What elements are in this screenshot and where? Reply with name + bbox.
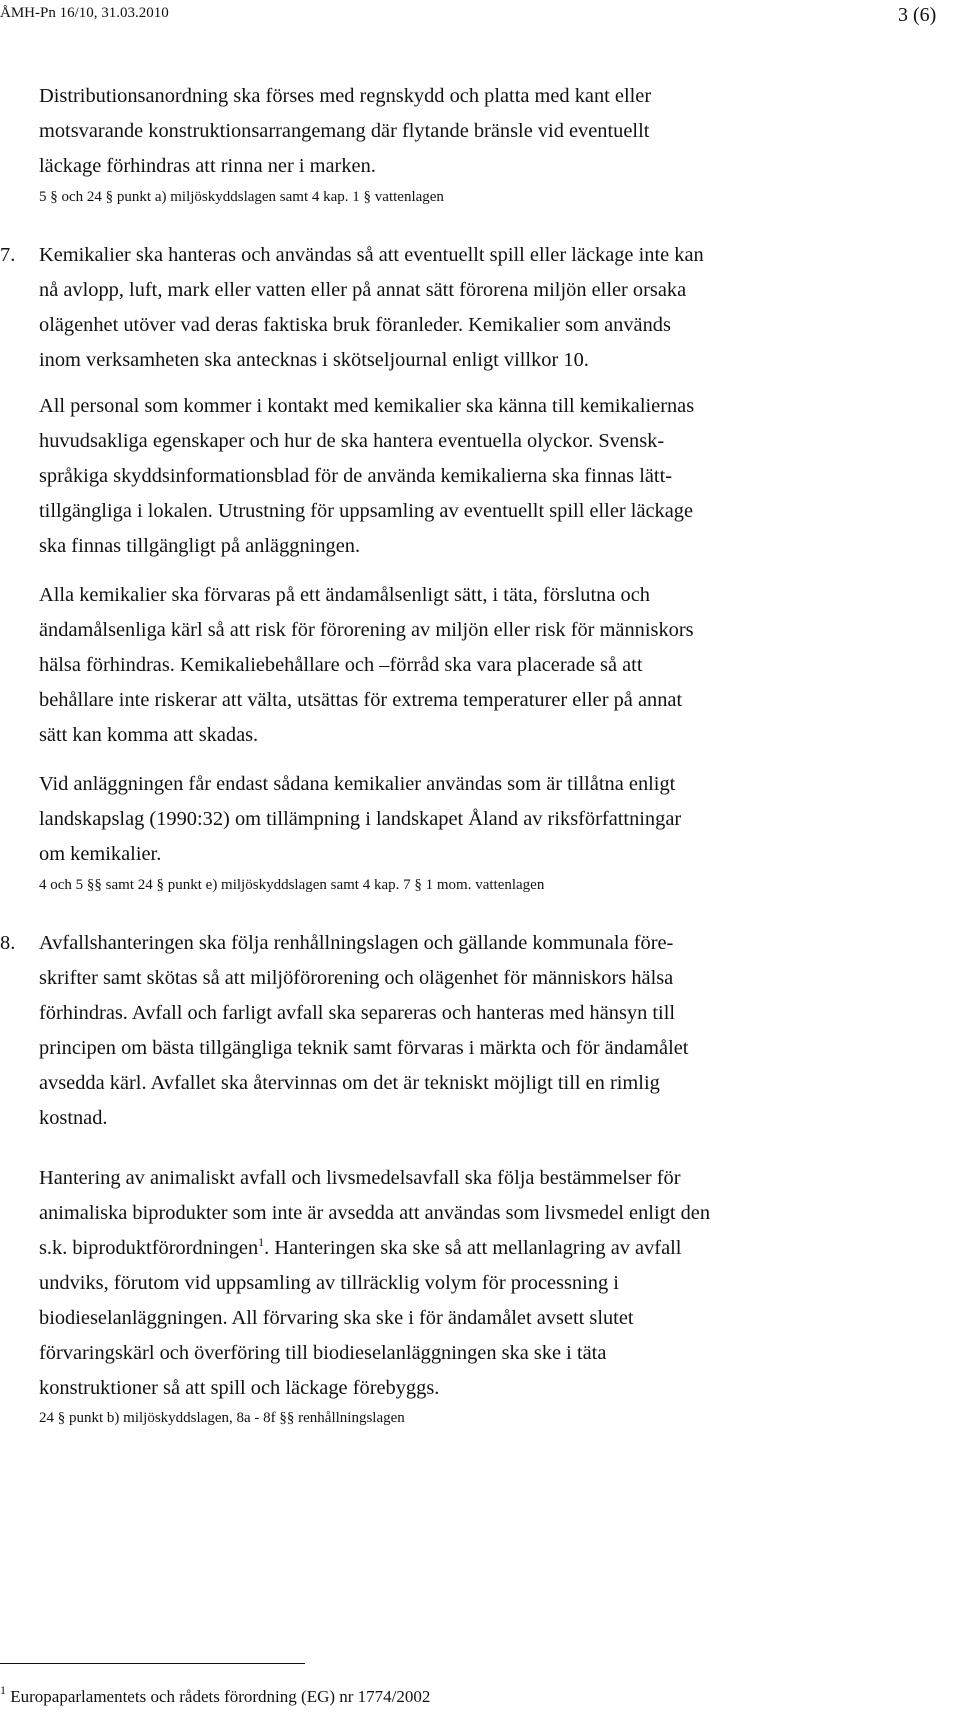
text-line: huvudsakliga egenskaper och hur de ska hantera eventuella olyckor. Svensk- <box>39 430 665 452</box>
text-segment: . Hanteringen ska ske så att mellanlagring av avfall <box>264 1237 682 1259</box>
text-line: Kemikalier ska hanteras och användas så att eventuellt spill eller läckage inte kan <box>39 244 704 266</box>
text-line: nå avlopp, luft, mark eller vatten eller på annat sätt förorena miljön eller orsaka <box>39 279 687 301</box>
text-line: förvaringskärl och överföring till biodieselanläggningen ska ske i täta <box>39 1342 607 1364</box>
item-7-paragraph-2 <box>39 389 959 564</box>
text-line: om kemikalier. <box>39 843 162 865</box>
footnote <box>0 1683 431 1708</box>
text-line: ska finnas tillgängligt på anläggningen. <box>39 535 361 557</box>
text-line: ändamålsenliga kärl så att risk för förorening av miljön eller risk för människors <box>39 619 694 641</box>
footnote-number: 1 <box>0 1683 6 1697</box>
item-7-paragraph-1 <box>39 238 959 378</box>
text-line: konstruktioner så att spill och läckage förebyggs. <box>39 1377 440 1399</box>
text-line: motsvarande konstruktionsarrangemang där flytande bränsle vid eventuellt <box>39 120 650 142</box>
footnote-marker[interactable]: 1 <box>258 1235 265 1249</box>
text-line: sätt kan komma att skadas. <box>39 724 259 746</box>
item-8-number: 8. <box>0 932 16 954</box>
text-line: olägenhet utöver vad deras faktiska bruk föranleder. Kemikalier som används <box>39 314 671 336</box>
text-line: principen om bästa tillgängliga teknik samt förvaras i märkta och för ändamålet <box>39 1037 689 1059</box>
item-7-legal-reference: 4 och 5 §§ samt 24 § punkt e) miljöskyddslagen samt 4 kap. 7 § 1 mom. vattenlagen <box>39 877 545 893</box>
text-line: inom verksamheten ska antecknas i skötseljournal enligt villkor 10. <box>39 349 589 371</box>
text-line: hälsa förhindras. Kemikaliebehållare och –förråd ska vara placerade så att <box>39 654 643 676</box>
footnote-text: Europaparlamentets och rådets förordning (EG) nr 1774/2002 <box>6 1687 431 1706</box>
text-segment: s.k. biproduktförordningen <box>39 1237 259 1259</box>
text-line: Avfallshanteringen ska följa renhållningslagen och gällande kommunala före- <box>39 932 674 954</box>
item-8-paragraph-2 <box>39 1161 959 1406</box>
item-7-paragraph-3 <box>39 578 959 753</box>
page-header-reference: ÅMH-Pn 16/10, 31.03.2010 <box>0 5 169 21</box>
text-line: Alla kemikalier ska förvaras på ett ändamålsenligt sätt, i täta, förslutna och <box>39 584 650 606</box>
text-line: All personal som kommer i kontakt med kemikalier ska känna till kemikaliernas <box>39 395 695 417</box>
item-8-legal-reference: 24 § punkt b) miljöskyddslagen, 8a - 8f §§ renhållningslagen <box>39 1410 405 1426</box>
text-line: animaliska biprodukter som inte är avsedda att användas som livsmedel enligt den <box>39 1202 711 1224</box>
page-number: 3 (6) <box>898 4 937 26</box>
text-line: språkiga skyddsinformationsblad för de använda kemikalierna ska finnas lätt- <box>39 465 673 487</box>
text-line: landskapslag (1990:32) om tillämpning i landskapet Åland av riksförfattningar <box>39 808 682 830</box>
text-line: Hantering av animaliskt avfall och livsmedelsavfall ska följa bestämmelser för <box>39 1167 681 1189</box>
text-line: biodieselanläggningen. All förvaring ska ske i för ändamålet avsett slutet <box>39 1307 634 1329</box>
distribution-paragraph <box>39 79 959 184</box>
text-line: kostnad. <box>39 1107 108 1129</box>
text-line: förhindras. Avfall och farligt avfall ska separeras och hanteras med hänsyn till <box>39 1002 676 1024</box>
item-8-paragraph-1 <box>39 926 959 1136</box>
text-line <box>39 1231 959 1266</box>
text-line: Distributionsanordning ska förses med regnskydd och platta med kant eller <box>39 85 652 107</box>
text-line: behållare inte riskerar att välta, utsättas för extrema temperaturer eller på annat <box>39 689 683 711</box>
distribution-legal-reference: 5 § och 24 § punkt a) miljöskyddslagen samt 4 kap. 1 § vattenlagen <box>39 189 444 205</box>
text-line: tillgängliga i lokalen. Utrustning för uppsamling av eventuellt spill eller läckage <box>39 500 694 522</box>
text-line: undviks, förutom vid uppsamling av tillräcklig volym för processning i <box>39 1272 619 1294</box>
footnote-separator <box>0 1663 305 1664</box>
text-line: Vid anläggningen får endast sådana kemikalier användas som är tillåtna enligt <box>39 773 676 795</box>
text-line: skrifter samt skötas så att miljöförorening och olägenhet för människors hälsa <box>39 967 674 989</box>
text-line: läckage förhindras att rinna ner i marken. <box>39 155 376 177</box>
item-7-number: 7. <box>0 244 16 266</box>
text-line: avsedda kärl. Avfallet ska återvinnas om det är tekniskt möjligt till en rimlig <box>39 1072 660 1094</box>
item-7-paragraph-4 <box>39 767 959 872</box>
